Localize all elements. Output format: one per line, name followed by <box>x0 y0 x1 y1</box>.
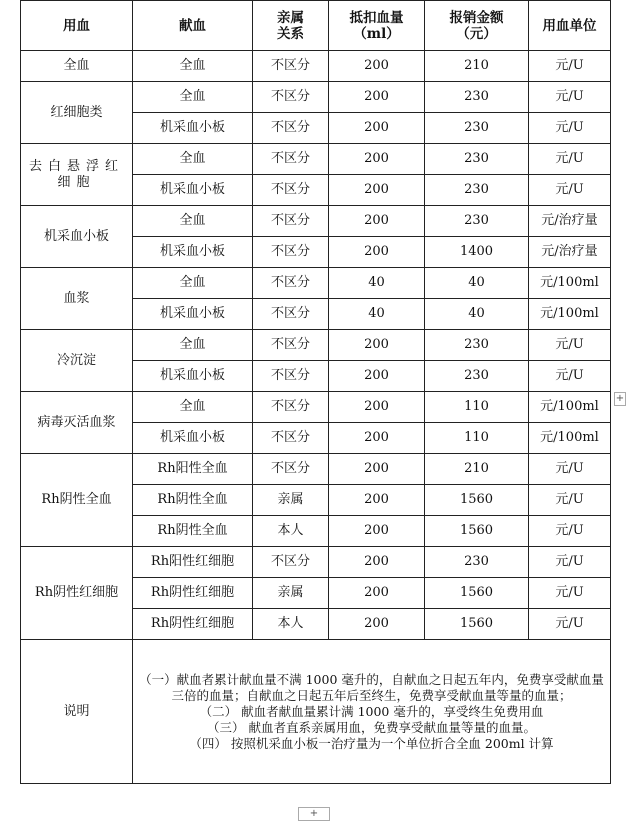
notes-row <box>21 640 611 784</box>
donor-cell: 机采血小板 <box>133 423 253 454</box>
offset-cell: 200 <box>329 547 425 578</box>
amount-cell: 230 <box>425 144 529 175</box>
header-donor: 献血 <box>133 1 253 51</box>
donor-cell: Rh阴性全血 <box>133 485 253 516</box>
relation-cell: 不区分 <box>253 237 329 268</box>
relation-cell: 不区分 <box>253 144 329 175</box>
amount-cell: 40 <box>425 268 529 299</box>
amount-cell: 1560 <box>425 609 529 640</box>
offset-cell: 200 <box>329 578 425 609</box>
note-2: （二） 献血者献血量累计满 1000 毫升的，享受终生免费用血 <box>199 703 544 719</box>
donor-cell: Rh阳性全血 <box>133 454 253 485</box>
header-unit: 用血单位 <box>529 1 611 51</box>
unit-cell: 元/U <box>529 113 611 144</box>
blood-reimbursement-table <box>20 0 611 784</box>
notes-cell <box>133 640 611 784</box>
category-cell: 血浆 <box>21 268 133 330</box>
donor-cell: 全血 <box>133 82 253 113</box>
amount-cell: 210 <box>425 454 529 485</box>
donor-cell: 全血 <box>133 392 253 423</box>
unit-cell: 元/U <box>529 485 611 516</box>
amount-cell: 230 <box>425 82 529 113</box>
donor-cell: Rh阴性红细胞 <box>133 578 253 609</box>
offset-cell: 200 <box>329 423 425 454</box>
table-row <box>21 454 611 485</box>
unit-cell: 元/U <box>529 51 611 82</box>
table-row <box>21 82 611 113</box>
unit-cell: 元/100ml <box>529 423 611 454</box>
relation-cell: 不区分 <box>253 268 329 299</box>
table-row <box>21 206 611 237</box>
note-3: （三） 献血者直系亲属用血，免费享受献血量等量的血量。 <box>207 719 536 735</box>
relation-cell: 不区分 <box>253 51 329 82</box>
donor-cell: 机采血小板 <box>133 237 253 268</box>
header-offset-volume: 抵扣血量 （ml） <box>329 1 425 51</box>
category-cell: Rh阴性红细胞 <box>21 547 133 640</box>
relation-cell: 不区分 <box>253 299 329 330</box>
unit-cell: 元/U <box>529 454 611 485</box>
relation-cell: 本人 <box>253 516 329 547</box>
table-add-row-handle[interactable]: + <box>298 807 330 821</box>
amount-cell: 230 <box>425 330 529 361</box>
header-relation: 亲属 关系 <box>253 1 329 51</box>
amount-cell: 110 <box>425 423 529 454</box>
amount-cell: 1560 <box>425 485 529 516</box>
unit-cell: 元/U <box>529 175 611 206</box>
table-row <box>21 268 611 299</box>
unit-cell: 元/U <box>529 361 611 392</box>
donor-cell: 全血 <box>133 144 253 175</box>
unit-cell: 元/100ml <box>529 299 611 330</box>
relation-cell: 不区分 <box>253 113 329 144</box>
offset-cell: 200 <box>329 392 425 423</box>
offset-cell: 200 <box>329 237 425 268</box>
relation-cell: 不区分 <box>253 206 329 237</box>
category-cell: 病毒灭活血浆 <box>21 392 133 454</box>
category-cell: 去白悬浮红 细胞 <box>21 144 133 206</box>
table-row <box>21 51 611 82</box>
relation-cell: 亲属 <box>253 485 329 516</box>
unit-cell: 元/U <box>529 578 611 609</box>
donor-cell: 机采血小板 <box>133 361 253 392</box>
amount-cell: 230 <box>425 361 529 392</box>
table-header-row <box>21 1 611 51</box>
amount-cell: 40 <box>425 299 529 330</box>
table-row <box>21 144 611 175</box>
category-cell: 机采血小板 <box>21 206 133 268</box>
donor-cell: Rh阳性红细胞 <box>133 547 253 578</box>
donor-cell: 全血 <box>133 206 253 237</box>
offset-cell: 200 <box>329 206 425 237</box>
unit-cell: 元/治疗量 <box>529 206 611 237</box>
relation-cell: 不区分 <box>253 82 329 113</box>
offset-cell: 200 <box>329 361 425 392</box>
donor-cell: 机采血小板 <box>133 175 253 206</box>
unit-cell: 元/U <box>529 144 611 175</box>
category-cell: 冷沉淀 <box>21 330 133 392</box>
category-cell: 全血 <box>21 51 133 82</box>
offset-cell: 200 <box>329 113 425 144</box>
donor-cell: 全血 <box>133 268 253 299</box>
unit-cell: 元/U <box>529 82 611 113</box>
offset-cell: 200 <box>329 175 425 206</box>
donor-cell: 全血 <box>133 330 253 361</box>
table-row <box>21 392 611 423</box>
offset-cell: 200 <box>329 144 425 175</box>
relation-cell: 不区分 <box>253 423 329 454</box>
unit-cell: 元/U <box>529 547 611 578</box>
offset-cell: 200 <box>329 516 425 547</box>
offset-cell: 40 <box>329 268 425 299</box>
unit-cell: 元/100ml <box>529 268 611 299</box>
unit-cell: 元/治疗量 <box>529 237 611 268</box>
note-1: （一）献血者累计献血量不满 1000 毫升的，自献血之日起五年内，免费享受献血量三倍的血量；自献血之日起五年后至终生，免费享受献血量等量的血量； <box>139 671 604 703</box>
amount-cell: 230 <box>425 547 529 578</box>
amount-cell: 230 <box>425 206 529 237</box>
amount-cell: 110 <box>425 392 529 423</box>
offset-cell: 200 <box>329 82 425 113</box>
relation-cell: 不区分 <box>253 175 329 206</box>
category-cell: 红细胞类 <box>21 82 133 144</box>
offset-cell: 200 <box>329 454 425 485</box>
unit-cell: 元/U <box>529 516 611 547</box>
donor-cell: 机采血小板 <box>133 299 253 330</box>
donor-cell: Rh阴性全血 <box>133 516 253 547</box>
relation-cell: 不区分 <box>253 547 329 578</box>
relation-cell: 亲属 <box>253 578 329 609</box>
header-recipient: 用血 <box>21 1 133 51</box>
amount-cell: 1560 <box>425 516 529 547</box>
offset-cell: 200 <box>329 330 425 361</box>
amount-cell: 230 <box>425 113 529 144</box>
amount-cell: 1560 <box>425 578 529 609</box>
unit-cell: 元/100ml <box>529 392 611 423</box>
amount-cell: 1400 <box>425 237 529 268</box>
header-reimbursement-amount: 报销金额 （元） <box>425 1 529 51</box>
category-cell: Rh阴性全血 <box>21 454 133 547</box>
unit-cell: 元/U <box>529 609 611 640</box>
table-resize-handle-right[interactable]: + <box>615 393 625 404</box>
amount-cell: 230 <box>425 175 529 206</box>
relation-cell: 不区分 <box>253 454 329 485</box>
offset-cell: 200 <box>329 485 425 516</box>
relation-cell: 不区分 <box>253 330 329 361</box>
note-4: （四） 按照机采血小板一治疗量为一个单位折合全血 200ml 计算 <box>189 735 554 751</box>
table-row <box>21 330 611 361</box>
donor-cell: Rh阴性红细胞 <box>133 609 253 640</box>
donor-cell: 机采血小板 <box>133 113 253 144</box>
relation-cell: 不区分 <box>253 392 329 423</box>
unit-cell: 元/U <box>529 330 611 361</box>
relation-cell: 不区分 <box>253 361 329 392</box>
amount-cell: 210 <box>425 51 529 82</box>
notes-label: 说明 <box>21 640 133 784</box>
offset-cell: 40 <box>329 299 425 330</box>
offset-cell: 200 <box>329 51 425 82</box>
donor-cell: 全血 <box>133 51 253 82</box>
table-row <box>21 547 611 578</box>
relation-cell: 本人 <box>253 609 329 640</box>
offset-cell: 200 <box>329 609 425 640</box>
